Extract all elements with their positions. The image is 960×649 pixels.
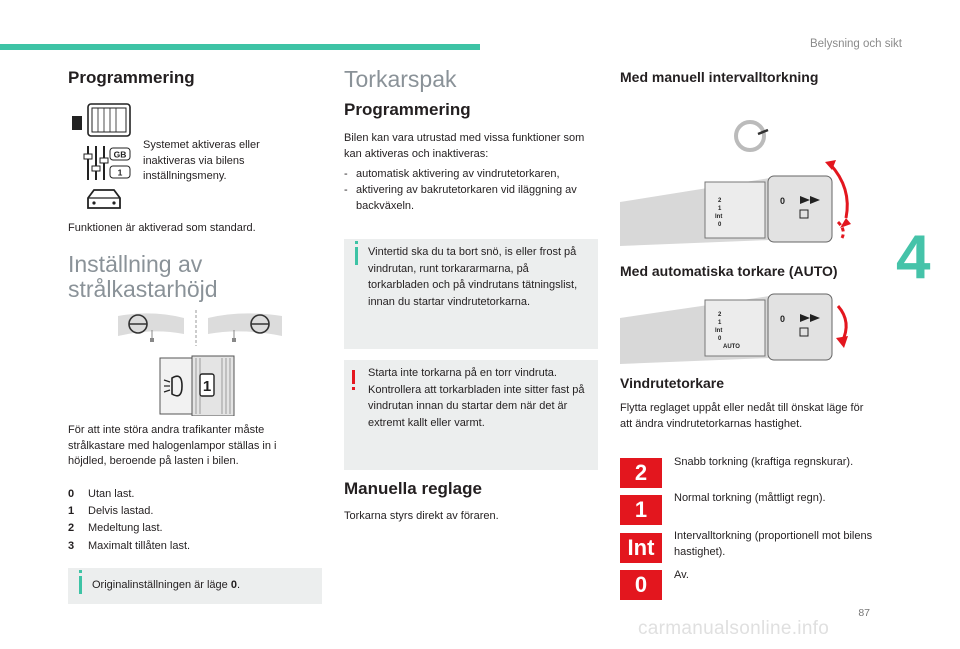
settings-menu-icons xyxy=(68,102,134,214)
manual-controls-text: Torkarna styrs direkt av föraren. xyxy=(344,510,499,522)
speed-badge-0: 0 xyxy=(620,570,662,600)
level-row-3: 3 Maximalt tillåten last. xyxy=(68,540,191,552)
watermark: carmanualsonline.info xyxy=(638,618,830,639)
knob-mark-0: 0 xyxy=(780,196,786,206)
windshield-wiper-heading: Vindrutetorkare xyxy=(620,375,724,391)
headlamp-heading-line2: strålkastarhöjd xyxy=(68,276,218,302)
dry-windshield-warning: Starta inte torkarna på en torr vindruta. Kontrollera att torkarbladen inte sitter fast på vindrutan innan du startar dem när det är extremt kallt eller varmt. xyxy=(344,360,598,470)
knob-digit: 1 xyxy=(202,378,212,395)
auto-heading: Med automatiska torkare (AUTO) xyxy=(620,263,838,279)
list-item: - aktivering av bakrutetorkaren vid iläggning av backväxeln. xyxy=(344,182,596,214)
wiper-stalk xyxy=(620,176,832,246)
screen-icon xyxy=(72,104,130,136)
level-row-2: 2 Medeltung last. xyxy=(68,522,163,534)
stalk-mark-int: Int xyxy=(715,328,723,334)
speed-badge-2: 2 xyxy=(620,458,662,488)
speed-label-1: Normal torkning (måttligt regn). xyxy=(674,492,826,504)
rotation-arrow xyxy=(836,306,848,348)
page-number: 87 xyxy=(858,607,870,619)
interval-heading: Med manuell intervalltorkning xyxy=(620,69,819,85)
header-accent-bar xyxy=(0,44,480,50)
headlamp-heading-line1: Inställning av xyxy=(68,251,203,277)
info-icon xyxy=(355,247,358,265)
car-icon xyxy=(88,190,120,208)
interval-stalk-illustration xyxy=(620,118,860,248)
height-adjust-knob xyxy=(160,356,234,416)
steering-wheel-icon xyxy=(736,122,768,150)
stalk-mark-int: Int xyxy=(715,214,723,220)
headlamp-text: För att inte störa andra trafikanter måste strålkastare med halogenlampor ställas in i höjdled, beroende på lasten i bilen. xyxy=(68,424,277,467)
stalk-mark-0: 0 xyxy=(718,222,722,228)
headlamp-adjust-illustration xyxy=(112,306,292,416)
wiper-intro: Bilen kan vara utrustad med vissa funktioner som kan aktiveras och inaktiveras: xyxy=(344,132,585,160)
wiper-stalk-heading: Torkarspak xyxy=(344,66,457,92)
stalk-mark-1: 1 xyxy=(718,320,722,326)
slider-settings-icon xyxy=(84,146,130,180)
default-level-note: Originalinställningen är läge 0. xyxy=(68,568,322,604)
stalk-mark-1: 1 xyxy=(718,206,722,212)
stalk-mark-0: 0 xyxy=(718,336,722,342)
gb-label: GB xyxy=(113,149,127,160)
one-label: 1 xyxy=(117,167,123,178)
knob-mark-0: 0 xyxy=(780,314,786,324)
programming-heading: Programmering xyxy=(68,68,195,87)
stalk-auto-label: AUTO xyxy=(723,344,740,350)
speed-label-int: Intervalltorkning (proportionell mot bilens hastighet). xyxy=(674,530,873,558)
level-row-1: 1 Delvis lastad. xyxy=(68,505,154,517)
winter-info-note: Vintertid ska du ta bort snö, is eller frost på vindrutan, runt torkararmarna, på torkarbladen och på vindrutans tätningslist, innan du startar vindrutetorkarna. xyxy=(344,239,598,349)
info-icon xyxy=(79,576,82,594)
default-text: Funktionen är aktiverad som standard. xyxy=(68,222,256,234)
wiper-feature-list xyxy=(344,166,596,214)
auto-stalk-illustration xyxy=(620,288,860,368)
stalk-mark-2: 2 xyxy=(718,312,722,318)
list-item: - automatisk aktivering av vindrutetorkaren, xyxy=(344,166,596,182)
dashboard-right-image xyxy=(208,313,282,342)
manual-controls-heading: Manuella reglage xyxy=(344,479,482,498)
level-row-0: 0 Utan last. xyxy=(68,488,135,500)
chapter-number: 4 xyxy=(896,223,931,292)
speed-badge-1: 1 xyxy=(620,495,662,525)
speed-badge-int: Int xyxy=(620,533,662,563)
warning-icon xyxy=(352,370,355,384)
headlamp-heading xyxy=(68,252,218,302)
windshield-wiper-text: Flytta reglaget uppåt eller nedåt till önskat läge för att ändra vindrutetorkarnas hastighet. xyxy=(620,402,864,430)
wiper-stalk xyxy=(620,294,832,364)
speed-label-0: Av. xyxy=(674,569,689,581)
speed-label-2: Snabb torkning (kraftiga regnskurar). xyxy=(674,456,854,468)
dashboard-left-image xyxy=(118,313,184,342)
wiper-programming-heading: Programmering xyxy=(344,100,471,119)
programming-text: Systemet aktiveras eller inaktiveras via bilens inställningsmeny. xyxy=(143,139,260,182)
section-title: Belysning och sikt xyxy=(809,38,902,50)
stalk-mark-2: 2 xyxy=(718,198,722,204)
